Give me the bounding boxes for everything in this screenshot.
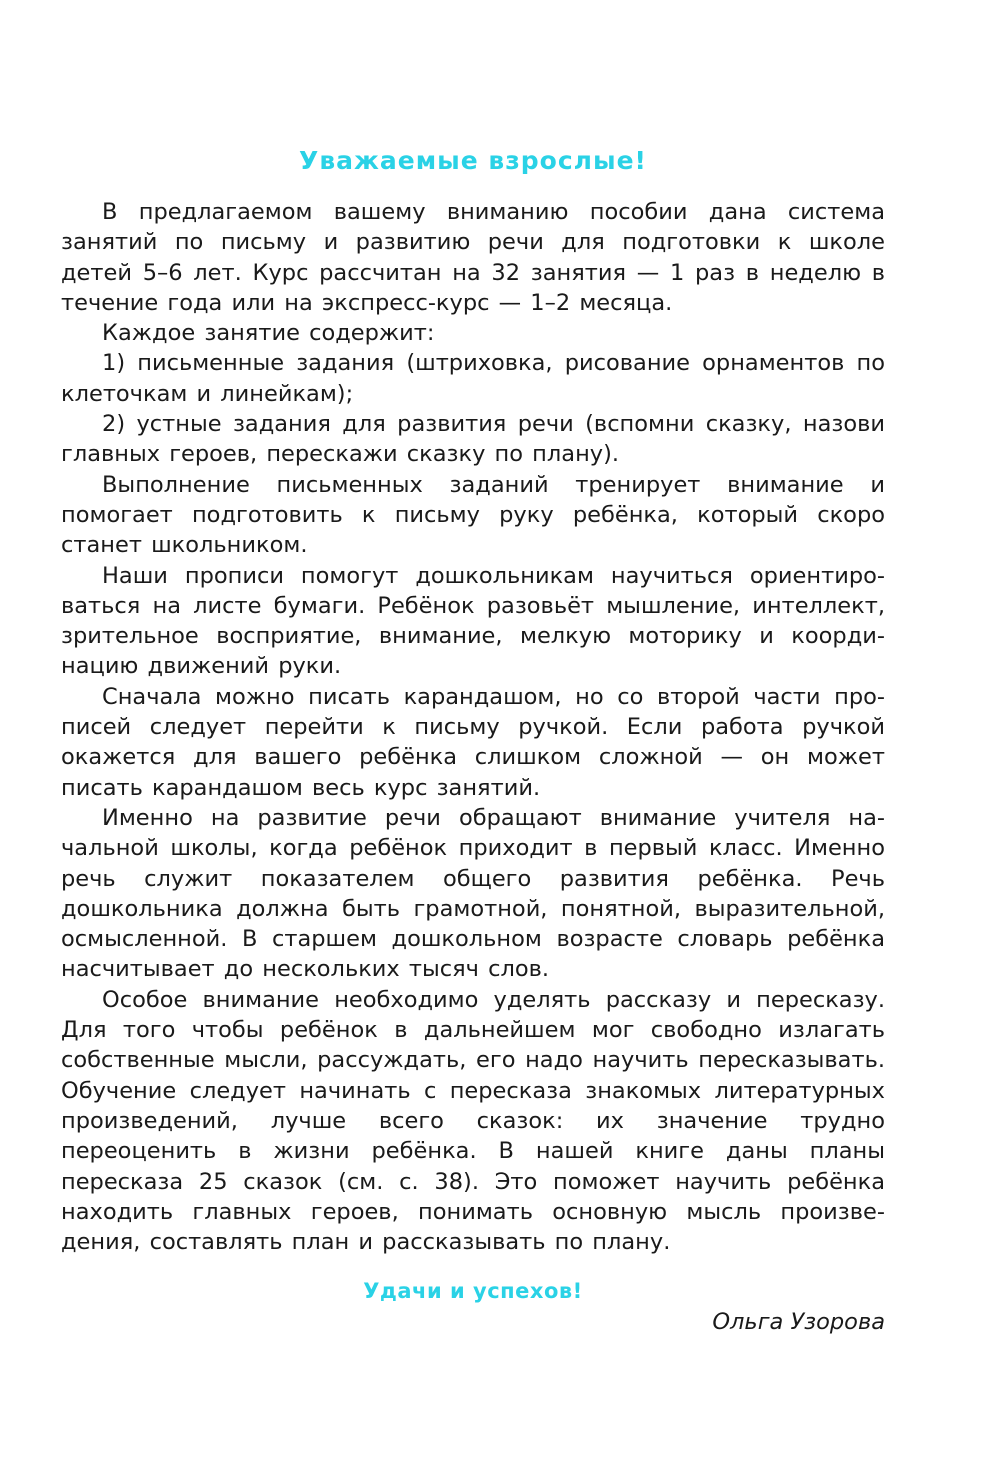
body-text: [61, 197, 885, 1257]
paragraph-contents-heading: Каждое занятие содержит:: [102, 320, 435, 347]
paragraph-written-tasks: Выполнение письменных заданий тренирует внимание и помогает подготовить к письму руку ребёнка, который скоро станет школьником.: [61, 471, 885, 559]
paragraph-orientation: Наши прописи помогут дошкольникам научиться ориентироваться на листе бумаги. Ребёнок разовьёт мышление, интеллект, зрительное восприятие, внимание, мелкую моторику и координацию движений руки.: [61, 562, 885, 680]
paragraph-pencil: Сначала можно писать карандашом, но со второй части прописей следует перейти к письму ручкой. Если работа ручкой окажется для вашего ребёнка слишком сложной — он может писать карандашом весь курс занятий.: [61, 683, 885, 801]
closing-wish: Удачи и успехов!: [363, 1279, 583, 1304]
paragraph-speech: Именно на развитие речи обращают внимание учителя начальной школы, когда ребёнок приходит в первый класс. Именно речь служит показателем общего развития ребёнка. Речь дошкольника должна быть грамотной, понятной, выразительной, осмысленной. В старшем дошкольном возрасте словарь ребёнка насчитывает до нескольких тысяч слов.: [61, 804, 885, 983]
paragraph-list-item-1: 1) письменные задания (штриховка, рисование орнаментов по клеточкам и линейкам);: [61, 350, 885, 407]
paragraph-list-item-2: 2) устные задания для развития речи (вспомни сказку, назови главных героев, перескажи сказку по плану).: [61, 411, 885, 468]
paragraph-intro: В предлагаемом вашему вниманию пособии дана система занятий по письму и развитию речи для подготовки к школе детей 5–6 лет. Курс рассчитан на 32 занятия — 1 раз в неделю в течение года или на экспресс-курс — 1–2 месяца.: [61, 199, 885, 316]
page-title: Уважаемые взрослые!: [299, 146, 647, 175]
paragraph-retelling: Особое внимание необходимо уделять рассказу и пересказу. Для того чтобы ребёнок в дальнейшем мог свободно излагать собственные мысли, рассуждать, его надо научить пересказывать. Обучение следует начинать с пересказа знакомых литературных произведений, лучше всего сказок: их значение трудно переоценить в жизни ребёнка. В нашей книге даны планы пересказа 25 сказок (см. с. 38). Это поможет научить ребёнка находить главных героев, понимать основную мысль произведения, составлять план и рассказывать по плану.: [61, 986, 885, 1256]
author-signature: Ольга Узорова: [712, 1309, 885, 1336]
page-content: [61, 140, 885, 1335]
